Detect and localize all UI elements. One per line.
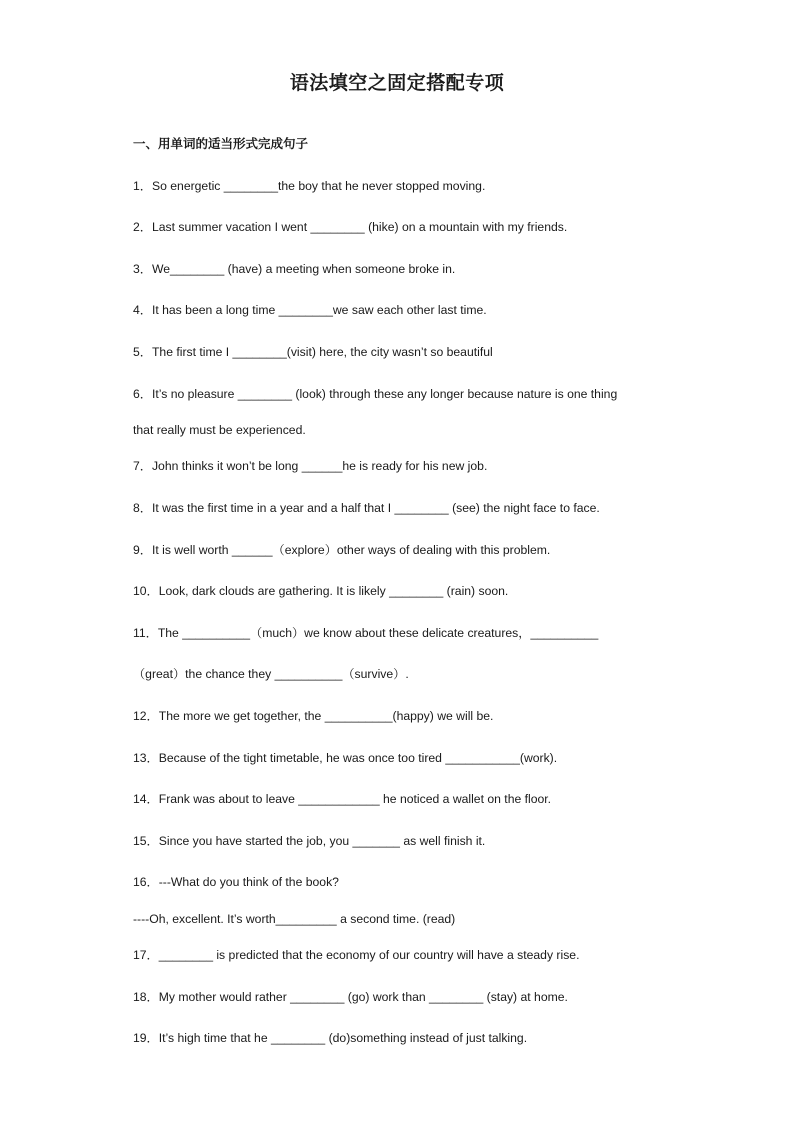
question-6: 6．It’s no pleasure ________ (look) through these any longer because nature is one thing	[133, 387, 618, 401]
question-1: 1．So energetic ________the boy that he never stopped moving.	[133, 179, 486, 193]
question-18: 18．My mother would rather ________ (go) work than ________ (stay) at home.	[133, 990, 568, 1004]
question-4: 4．It has been a long time ________we saw each other last time.	[133, 303, 487, 317]
question-11-continuation: （great）the chance they __________（survive）.	[133, 667, 409, 681]
question-13: 13．Because of the tight timetable, he was once too tired ___________(work).	[133, 751, 558, 765]
question-14: 14．Frank was about to leave ____________ he noticed a wallet on the floor.	[133, 792, 552, 806]
question-5: 5．The first time I ________(visit) here, the city wasn’t so beautiful	[133, 345, 493, 359]
question-7: 7．John thinks it won’t be long ______he is ready for his new job.	[133, 459, 488, 473]
question-15: 15．Since you have started the job, you _______ as well finish it.	[133, 834, 486, 848]
question-3: 3．We________ (have) a meeting when someone broke in.	[133, 262, 456, 276]
question-6-continuation: that really must be experienced.	[133, 423, 306, 437]
question-12: 12．The more we get together, the __________(happy) we will be.	[133, 709, 494, 723]
question-8: 8．It was the first time in a year and a half that I ________ (see) the night face to face.	[133, 501, 600, 515]
question-16-continuation: ----Oh, excellent. It’s worth_________ a second time. (read)	[133, 912, 456, 926]
section-heading: 一、用单词的适当形式完成句子	[133, 136, 309, 151]
question-11: 11．The __________（much）we know about these delicate creatures，__________	[133, 626, 599, 640]
page-title: 语法填空之固定搭配专项	[289, 72, 505, 94]
question-16: 16．---What do you think of the book?	[133, 875, 339, 889]
question-19: 19．It’s high time that he ________ (do)something instead of just talking.	[133, 1031, 528, 1045]
question-10: 10．Look, dark clouds are gathering. It is likely ________ (rain) soon.	[133, 584, 509, 598]
question-2: 2．Last summer vacation I went ________ (hike) on a mountain with my friends.	[133, 220, 568, 234]
question-17: 17．________ is predicted that the economy of our country will have a steady rise.	[133, 948, 580, 962]
question-9: 9．It is well worth ______（explore）other ways of dealing with this problem.	[133, 543, 551, 557]
